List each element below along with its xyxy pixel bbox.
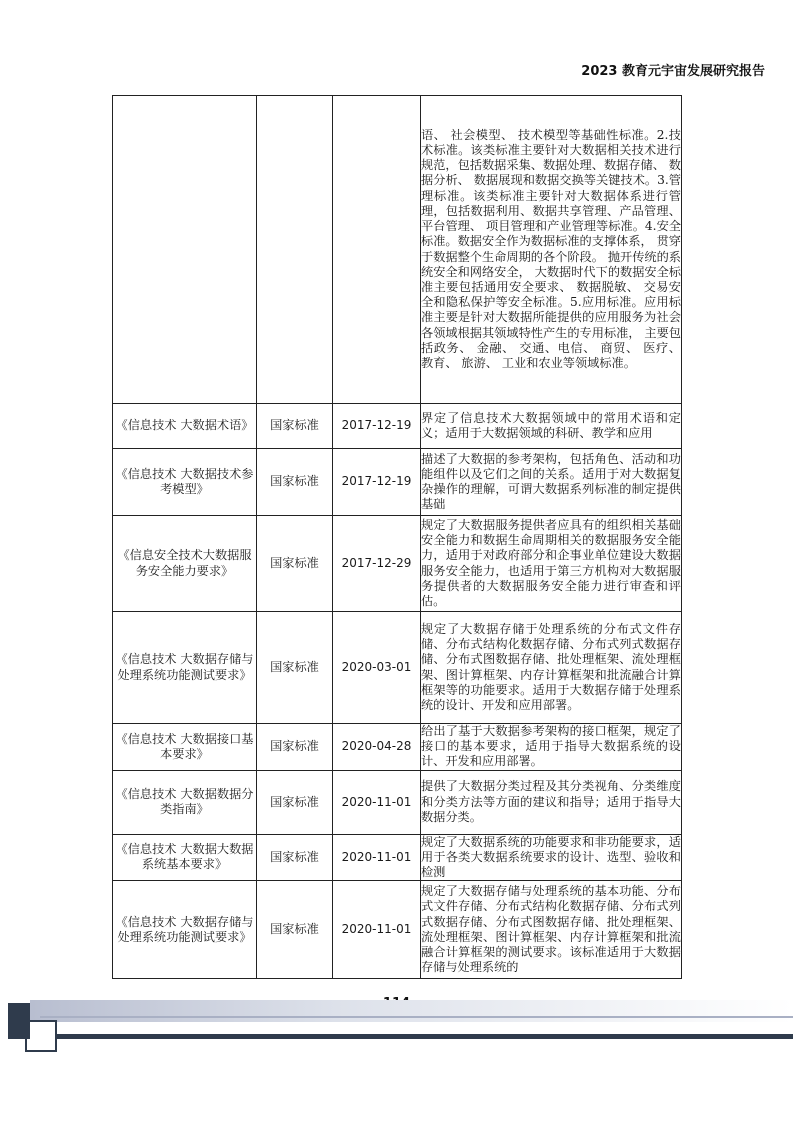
footer-decor-frame: [25, 1020, 57, 1052]
date-cell: 2020-11-01: [333, 881, 421, 979]
type-cell: 国家标准: [257, 724, 333, 771]
table-row: [113, 516, 682, 612]
name-cell: 《信息技术 大数据存储与处理系统功能测试要求》: [113, 612, 257, 724]
type-cell: 国家标准: [257, 516, 333, 612]
footer-decor-gradient: [30, 1000, 793, 1022]
description-cell: 给出了基于大数据参考架构的接口框架，规定了接口的基本要求，适用于指导大数据系统的设计、开发和应用部署。: [421, 724, 681, 769]
footer-decor-line-dark: [55, 1034, 793, 1039]
date-cell: 2017-12-19: [333, 404, 421, 449]
table-row: [113, 881, 682, 979]
table-row: [113, 449, 682, 516]
name-cell: 《信息技术 大数据存储与处理系统功能测试要求》: [113, 881, 257, 979]
description-cell: 界定了信息技术大数据领域中的常用术语和定义；适用于大数据领域的科研、教学和应用: [421, 404, 682, 449]
description-cell: 描述了大数据的参考架构，包括角色、活动和功能组件以及它们之间的关系。适用于对大数据复杂操作的理解，可谓大数据系列标准的制定提供基础: [421, 449, 682, 516]
standards-table: [112, 95, 682, 979]
type-cell: 国家标准: [257, 834, 333, 881]
type-cell-empty: [257, 96, 333, 404]
date-cell: 2020-03-01: [333, 612, 421, 724]
date-cell: 2017-12-29: [333, 516, 421, 612]
name-cell: 《信息技术 大数据数据分类指南》: [113, 770, 257, 834]
table-row: [113, 724, 682, 771]
table-row: [113, 834, 682, 881]
name-cell: 《信息技术 大数据大数据系统基本要求》: [113, 834, 257, 881]
date-cell-empty: [333, 96, 421, 404]
description-cell: 规定了大数据存储于处理系统的分布式文件存储、分布式结构化数据存储、分布式列式数据存储、分布式图数据存储、批处理框架、流处理框架、图计算框架、内存计算框架和批流融合计算框架等的功能要求。适用于大数据存储于处理系统的设计、开发和应用部署。: [421, 612, 682, 724]
table-row: [113, 612, 682, 724]
date-cell: 2020-11-01: [333, 834, 421, 881]
name-cell-empty: [113, 96, 257, 404]
name-cell: 《信息技术 大数据技术参考模型》: [113, 449, 257, 516]
report-header-title: 2023 教育元宇宙发展研究报告: [581, 64, 765, 79]
description-cell: 规定了大数据存储与处理系统的基本功能、分布式文件存储、分布式结构化数据存储、分布式列式数据存储、分布式图数据存储、批处理框架、流处理框架、图计算框架、内存计算框架和批流融合计算框架的测试要求。该标准适用于大数据存储与处理系统的: [421, 881, 682, 979]
description-cell: 提供了大数据分类过程及其分类视角、分类维度和分类方法等方面的建议和指导；适用于指导大数据分类。: [421, 770, 682, 834]
table-row: [113, 404, 682, 449]
name-cell: 《信息技术 大数据术语》: [113, 404, 257, 449]
date-cell: 2020-11-01: [333, 770, 421, 834]
footer-decor-line-light: [40, 1016, 793, 1018]
description-cell: 语、 社会模型、 技术模型等基础性标准。2.技术标准。该类标准主要针对大数据相关技术进行规范，包括数据采集、数据处理、数据存储、 数据分析、 数据展现和数据交换等关键技术。3.管理标准。该类标准主要针对大数据体系进行管理，包括数据利用、数据共享管理、产品管理、 平台管理、 项目管理和产业管理等标准。4.安全标准。数据安全作为数据标准的支撑体系， 贯穿于数据整个生命周期的各个阶段。 抛开传统的系统安全和网络安全， 大数据时代下的数据安全标准主要包括通用安全要求、 数据脱敏、 交易安全和隐私保护等安全标准。5.应用标准。应用标准主要是针对大数据所能提供的应用服务为社会各领域根据其领域特性产生的专用标准， 主要包括政务、 金融、 交通、电信、 商贸、 医疗、 教育、 旅游、 工业和农业等领域标准。: [421, 96, 682, 404]
description-cell: 规定了大数据服务提供者应具有的组织相关基础安全能力和数据生命周期相关的数据服务安全能力，适用于对政府部分和企事业单位建设大数据服务安全能力，也适用于第三方机构对大数据服务提供者的大数据服务安全能力进行审查和评估。: [421, 516, 682, 612]
type-cell: 国家标准: [257, 449, 333, 516]
name-cell: 《信息技术 大数据接口基本要求》: [113, 724, 257, 771]
description-cell: 规定了大数据系统的功能要求和非功能要求，适用于各类大数据系统要求的设计、选型、验收和检测: [421, 834, 681, 880]
name-cell: 《信息安全技术大数据服务安全能力要求》: [113, 516, 257, 612]
date-cell: 2020-04-28: [333, 724, 421, 771]
date-cell: 2017-12-19: [333, 449, 421, 516]
type-cell: 国家标准: [257, 881, 333, 979]
type-cell: 国家标准: [257, 612, 333, 724]
type-cell: 国家标准: [257, 770, 333, 834]
type-cell: 国家标准: [257, 404, 333, 449]
table-row-continuation: [113, 96, 682, 404]
table-row: [113, 770, 682, 834]
